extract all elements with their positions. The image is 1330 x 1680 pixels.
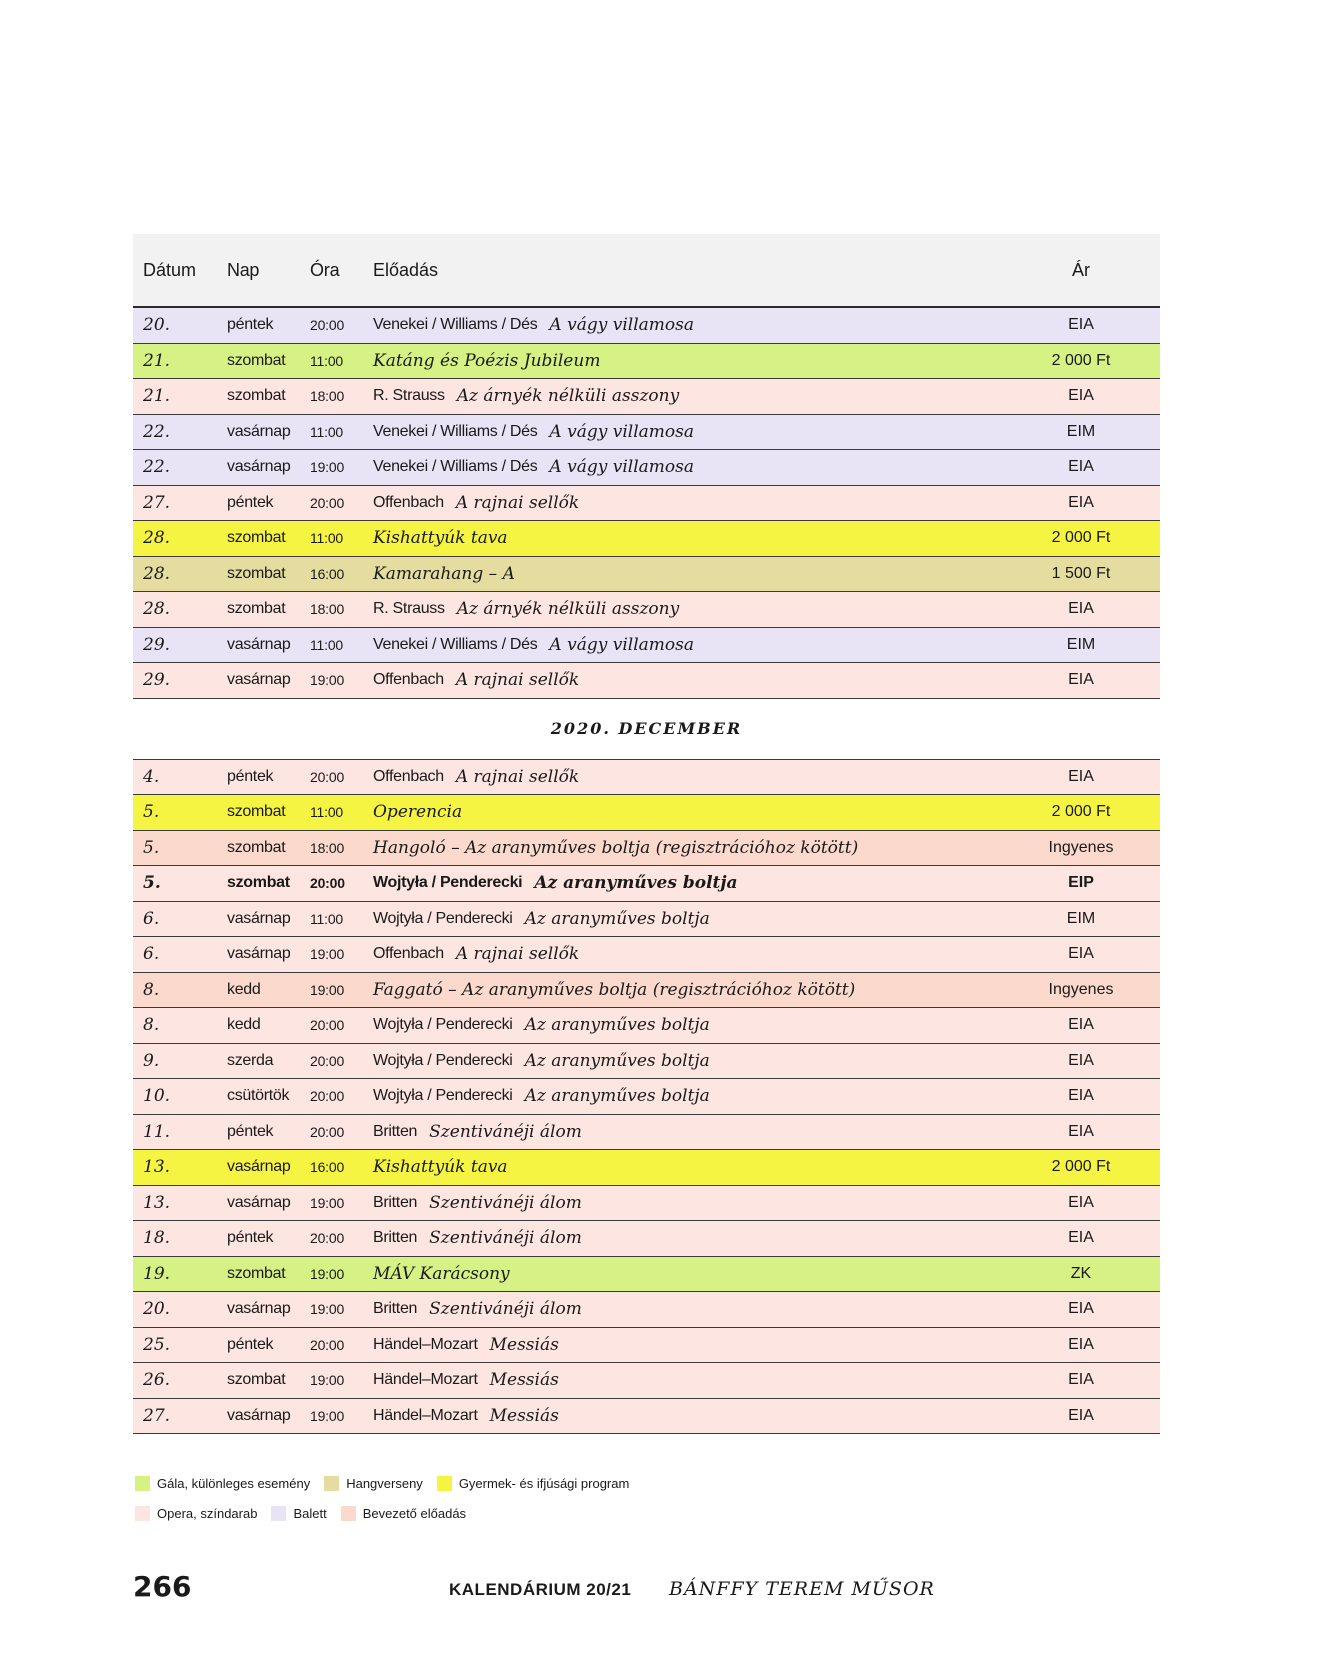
table-row — [133, 866, 1160, 902]
row-date: 5. — [143, 873, 161, 894]
row-title: Messiás — [489, 1334, 559, 1355]
row-composer: Venekei / Williams / Dés — [373, 422, 538, 440]
row-date: 13. — [143, 1192, 171, 1213]
row-time: 20:00 — [310, 1052, 345, 1069]
legend-swatch — [341, 1506, 356, 1521]
row-composer: Händel–Mozart — [373, 1371, 478, 1389]
row-day: péntek — [227, 1122, 274, 1140]
row-date: 10. — [143, 1086, 171, 1107]
row-day: szombat — [227, 387, 286, 405]
row-time: 11:00 — [310, 352, 343, 369]
legend-row — [135, 1498, 643, 1528]
legend-item — [135, 1476, 310, 1491]
row-composer: Händel–Mozart — [373, 1335, 478, 1353]
row-composer: R. Strauss — [373, 387, 445, 405]
legend-swatch — [135, 1506, 150, 1521]
legend-swatch — [437, 1476, 452, 1491]
row-performance — [373, 831, 858, 866]
row-performance — [373, 592, 679, 627]
header-performance: Előadás — [373, 259, 439, 280]
program-table — [133, 234, 1160, 1434]
row-price: EIA — [1068, 1016, 1094, 1034]
row-day: vasárnap — [227, 1300, 291, 1318]
table-row — [133, 1150, 1160, 1186]
row-composer: Offenbach — [373, 945, 444, 963]
row-day: péntek — [227, 1229, 274, 1247]
row-price: Ingyenes — [1048, 980, 1114, 998]
table-row — [133, 379, 1160, 415]
row-day: vasárnap — [227, 945, 291, 963]
row-price: EIA — [1068, 1051, 1094, 1069]
table-row — [133, 486, 1160, 522]
row-day: péntek — [227, 767, 274, 785]
legend-item — [135, 1506, 257, 1521]
row-time: 20:00 — [310, 1088, 345, 1105]
row-day: szombat — [227, 351, 286, 369]
row-day: kedd — [227, 1016, 261, 1034]
row-time: 20:00 — [310, 1230, 345, 1247]
row-performance — [373, 1257, 510, 1292]
row-time: 20:00 — [310, 768, 345, 785]
row-composer: Britten — [373, 1300, 418, 1318]
row-composer: Venekei / Williams / Dés — [373, 458, 538, 476]
table-row — [133, 1115, 1160, 1151]
legend-item — [271, 1506, 326, 1521]
legend-label: Hangverseny — [346, 1475, 423, 1491]
row-title: Az aranyműves boltja — [524, 1086, 710, 1107]
row-performance — [373, 450, 694, 485]
row-price: EIA — [1068, 1406, 1094, 1424]
row-price: EIA — [1068, 671, 1094, 689]
row-title: Operencia — [373, 802, 463, 823]
table-row — [133, 1363, 1160, 1399]
row-date: 8. — [143, 979, 160, 1000]
row-price: EIA — [1068, 945, 1094, 963]
row-price: EIA — [1068, 316, 1094, 334]
row-price: EIM — [1066, 909, 1096, 927]
row-performance — [373, 1363, 559, 1398]
row-performance — [373, 866, 738, 901]
row-day: péntek — [227, 1335, 274, 1353]
row-date: 20. — [143, 1299, 171, 1320]
section-title: BÁNFFY TEREM MŰSOR — [669, 1578, 935, 1600]
row-day: szombat — [227, 1264, 286, 1282]
row-time: 11:00 — [310, 636, 343, 653]
header-time: Óra — [310, 259, 340, 280]
row-date: 19. — [143, 1263, 171, 1284]
row-date: 29. — [143, 634, 171, 655]
row-title: Kishattyúk tava — [373, 1157, 508, 1178]
row-performance — [373, 663, 579, 698]
table-row — [133, 450, 1160, 486]
row-title: Az aranyműves boltja — [534, 873, 738, 894]
row-time: 18:00 — [310, 388, 345, 405]
row-price: ZK — [1070, 1264, 1092, 1282]
row-composer: Händel–Mozart — [373, 1406, 478, 1424]
page-footer — [133, 1570, 1160, 1610]
row-date: 22. — [143, 457, 171, 478]
row-title: Szentivánéji álom — [429, 1192, 582, 1213]
row-day: szombat — [227, 564, 286, 582]
table-row — [133, 628, 1160, 664]
row-date: 29. — [143, 670, 171, 691]
row-time: 19:00 — [310, 1372, 345, 1389]
row-date: 13. — [143, 1157, 171, 1178]
row-price: EIP — [1068, 874, 1094, 892]
row-day: szombat — [227, 1371, 286, 1389]
row-title: A rajnai sellők — [455, 492, 580, 513]
row-day: szombat — [227, 529, 286, 547]
row-time: 20:00 — [310, 875, 345, 892]
header-day: Nap — [227, 259, 260, 280]
row-title: Kishattyúk tava — [373, 528, 508, 549]
row-composer: R. Strauss — [373, 600, 445, 618]
table-row — [133, 1079, 1160, 1115]
month-heading: 2020. DECEMBER — [133, 699, 1160, 760]
row-time: 11:00 — [310, 910, 343, 927]
row-price: EIM — [1066, 422, 1096, 440]
row-day: csütörtök — [227, 1087, 290, 1105]
row-day: vasárnap — [227, 635, 291, 653]
december-rows — [133, 760, 1160, 1435]
table-row — [133, 663, 1160, 699]
row-composer: Venekei / Williams / Dés — [373, 635, 538, 653]
row-title: Kamarahang – A — [373, 563, 515, 584]
row-price: EIA — [1068, 1193, 1094, 1211]
row-price: EIA — [1068, 1087, 1094, 1105]
row-day: szerda — [227, 1051, 274, 1069]
row-composer: Offenbach — [373, 767, 444, 785]
row-date: 28. — [143, 528, 171, 549]
row-price: EIA — [1068, 1300, 1094, 1318]
row-performance — [373, 344, 600, 379]
row-time: 19:00 — [310, 1407, 345, 1424]
row-composer: Wojtyła / Penderecki — [373, 1016, 513, 1034]
row-composer: Offenbach — [373, 671, 444, 689]
row-composer: Wojtyła / Penderecki — [373, 1051, 513, 1069]
row-time: 16:00 — [310, 565, 345, 582]
row-day: kedd — [227, 980, 261, 998]
row-time: 11:00 — [310, 423, 343, 440]
row-date: 9. — [143, 1050, 160, 1071]
row-time: 16:00 — [310, 1159, 345, 1176]
row-date: 5. — [143, 837, 160, 858]
row-price: EIA — [1068, 1122, 1094, 1140]
row-time: 18:00 — [310, 839, 345, 856]
row-performance — [373, 1328, 559, 1363]
row-performance — [373, 760, 579, 795]
legend-swatch — [324, 1476, 339, 1491]
row-time: 18:00 — [310, 601, 345, 618]
row-title: A rajnai sellők — [455, 670, 580, 691]
row-day: szombat — [227, 838, 286, 856]
header-date: Dátum — [143, 259, 197, 280]
row-performance — [373, 1221, 582, 1256]
row-time: 19:00 — [310, 459, 345, 476]
row-performance — [373, 1150, 508, 1185]
row-performance — [373, 902, 710, 937]
row-performance — [373, 628, 694, 663]
row-composer: Britten — [373, 1122, 418, 1140]
row-time: 19:00 — [310, 1265, 345, 1282]
row-performance — [373, 521, 508, 556]
table-row — [133, 902, 1160, 938]
row-performance — [373, 486, 579, 521]
table-row — [133, 557, 1160, 593]
row-performance — [373, 973, 855, 1008]
row-price: EIA — [1068, 600, 1094, 618]
row-price: 2 000 Ft — [1051, 351, 1111, 369]
table-row — [133, 1008, 1160, 1044]
row-date: 22. — [143, 421, 171, 442]
legend-label: Balett — [293, 1505, 327, 1521]
row-time: 20:00 — [310, 317, 345, 334]
row-title: Az árnyék nélküli asszony — [456, 599, 680, 620]
table-row — [133, 1221, 1160, 1257]
table-row — [133, 795, 1160, 831]
legend-item — [341, 1506, 466, 1521]
november-rows — [133, 308, 1160, 699]
table-row — [133, 521, 1160, 557]
row-title: MÁV Karácsony — [373, 1263, 510, 1284]
row-time: 20:00 — [310, 1336, 345, 1353]
row-performance — [373, 308, 694, 343]
table-row — [133, 415, 1160, 451]
table-row — [133, 760, 1160, 796]
row-day: vasárnap — [227, 1193, 291, 1211]
header-price: Ár — [1072, 259, 1090, 280]
table-row — [133, 973, 1160, 1009]
row-composer: Britten — [373, 1229, 418, 1247]
row-price: 1 500 Ft — [1051, 564, 1111, 582]
row-performance — [373, 1186, 582, 1221]
row-price: EIA — [1068, 1229, 1094, 1247]
row-price: 2 000 Ft — [1051, 1158, 1111, 1176]
row-title: Az aranyműves boltja — [524, 1015, 710, 1036]
row-title: A vágy villamosa — [549, 421, 694, 442]
row-date: 27. — [143, 492, 171, 513]
row-day: vasárnap — [227, 909, 291, 927]
row-date: 8. — [143, 1015, 160, 1036]
row-price: EIA — [1068, 387, 1094, 405]
row-title: Faggató – Az aranyműves boltja (regisztrációhoz kötött) — [373, 979, 856, 1000]
row-performance — [373, 937, 579, 972]
table-row — [133, 1044, 1160, 1080]
row-performance — [373, 795, 462, 830]
row-date: 6. — [143, 908, 160, 929]
row-performance — [373, 1008, 710, 1043]
row-date: 5. — [143, 802, 160, 823]
row-title: A rajnai sellők — [455, 766, 580, 787]
row-composer: Wojtyła / Penderecki — [373, 874, 523, 892]
row-time: 19:00 — [310, 672, 345, 689]
row-day: péntek — [227, 316, 274, 334]
row-performance — [373, 557, 515, 592]
legend-label: Bevezető előadás — [362, 1505, 467, 1521]
row-day: szombat — [227, 600, 286, 618]
row-price: EIA — [1068, 1335, 1094, 1353]
row-title: Messiás — [489, 1370, 559, 1391]
row-title: A vágy villamosa — [549, 457, 694, 478]
row-date: 25. — [143, 1334, 171, 1355]
row-time: 11:00 — [310, 530, 343, 547]
row-day: vasárnap — [227, 671, 291, 689]
row-composer: Wojtyła / Penderecki — [373, 1087, 513, 1105]
table-row — [133, 308, 1160, 344]
row-time: 19:00 — [310, 1194, 345, 1211]
table-row — [133, 592, 1160, 628]
row-date: 28. — [143, 563, 171, 584]
table-row — [133, 937, 1160, 973]
row-time: 20:00 — [310, 494, 345, 511]
table-row — [133, 1328, 1160, 1364]
page-number: 266 — [133, 1570, 192, 1603]
legend-label: Gála, különleges esemény — [157, 1475, 311, 1491]
row-time: 19:00 — [310, 946, 345, 963]
legend-label: Gyermek- és ifjúsági program — [458, 1475, 630, 1491]
row-performance — [373, 1292, 582, 1327]
row-composer: Offenbach — [373, 493, 444, 511]
row-day: vasárnap — [227, 1158, 291, 1176]
row-title: Hangoló – Az aranyműves boltja (regisztrációhoz kötött) — [373, 837, 859, 858]
row-title: A vágy villamosa — [549, 315, 694, 336]
row-date: 4. — [143, 766, 160, 787]
table-row — [133, 1399, 1160, 1435]
row-date: 18. — [143, 1228, 171, 1249]
row-title: A vágy villamosa — [549, 634, 694, 655]
row-time: 20:00 — [310, 1123, 345, 1140]
row-composer: Britten — [373, 1193, 418, 1211]
row-composer: Wojtyła / Penderecki — [373, 909, 513, 927]
legend-item — [437, 1476, 630, 1491]
row-time: 19:00 — [310, 981, 345, 998]
publication-title: KALENDÁRIUM 20/21 — [449, 1580, 632, 1599]
row-time: 20:00 — [310, 1017, 345, 1034]
row-title: Szentivánéji álom — [429, 1121, 582, 1142]
row-price: EIA — [1068, 458, 1094, 476]
row-date: 28. — [143, 599, 171, 620]
row-day: péntek — [227, 493, 274, 511]
row-performance — [373, 415, 694, 450]
table-row — [133, 344, 1160, 380]
row-title: Szentivánéji álom — [429, 1299, 582, 1320]
row-day: vasárnap — [227, 1406, 291, 1424]
row-date: 27. — [143, 1405, 171, 1426]
row-date: 21. — [143, 350, 171, 371]
row-date: 20. — [143, 315, 171, 336]
legend-row — [135, 1468, 643, 1498]
legend-swatch — [135, 1476, 150, 1491]
row-performance — [373, 1115, 582, 1150]
row-time: 19:00 — [310, 1301, 345, 1318]
row-date: 26. — [143, 1370, 171, 1391]
row-composer: Venekei / Williams / Dés — [373, 316, 538, 334]
row-day: szombat — [227, 874, 290, 892]
row-price: 2 000 Ft — [1051, 529, 1111, 547]
row-date: 21. — [143, 386, 171, 407]
row-title: Szentivánéji álom — [429, 1228, 582, 1249]
row-title: Az árnyék nélküli asszony — [456, 386, 680, 407]
row-title: A rajnai sellők — [455, 944, 580, 965]
row-price: 2 000 Ft — [1051, 803, 1111, 821]
row-price: EIA — [1068, 1371, 1094, 1389]
row-price: EIA — [1068, 493, 1094, 511]
legend-label: Opera, színdarab — [157, 1505, 258, 1521]
row-performance — [373, 1399, 559, 1434]
row-title: Messiás — [489, 1405, 559, 1426]
row-performance — [373, 1079, 710, 1114]
table-header — [133, 234, 1160, 308]
row-title: Az aranyműves boltja — [524, 908, 710, 929]
table-row — [133, 1257, 1160, 1293]
row-price: Ingyenes — [1048, 838, 1114, 856]
row-date: 11. — [143, 1121, 171, 1142]
row-title: Katáng és Poézis Jubileum — [373, 350, 601, 371]
table-row — [133, 831, 1160, 867]
row-day: vasárnap — [227, 458, 291, 476]
row-price: EIA — [1068, 767, 1094, 785]
row-date: 6. — [143, 944, 160, 965]
row-price: EIM — [1066, 635, 1096, 653]
row-title: Az aranyműves boltja — [524, 1050, 710, 1071]
row-time: 11:00 — [310, 804, 343, 821]
table-row — [133, 1186, 1160, 1222]
legend-swatch — [271, 1506, 286, 1521]
legend-item — [324, 1476, 423, 1491]
table-row — [133, 1292, 1160, 1328]
color-legend — [135, 1468, 643, 1528]
row-day: vasárnap — [227, 422, 291, 440]
row-performance — [373, 1044, 710, 1079]
row-day: szombat — [227, 803, 286, 821]
row-performance — [373, 379, 679, 414]
